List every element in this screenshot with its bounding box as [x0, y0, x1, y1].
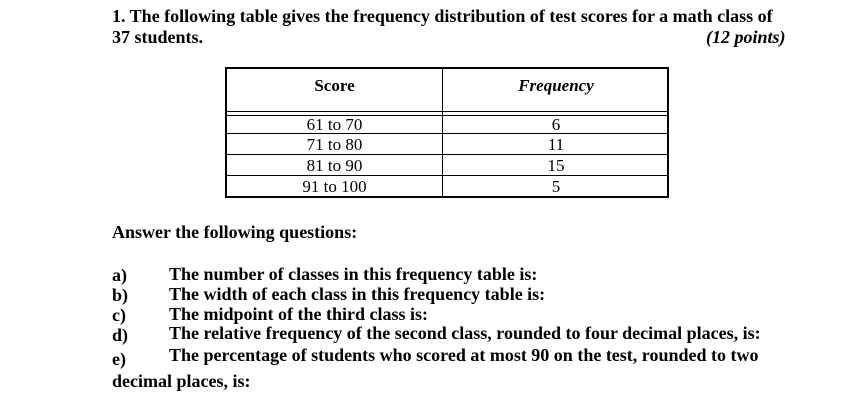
table-cell-frequency: 15 [547, 156, 565, 175]
item-letter: c) [112, 305, 126, 325]
item-letter: e) [112, 349, 126, 369]
table-cell-frequency: 11 [547, 135, 565, 154]
answer-heading: Answer the following questions: [112, 222, 358, 242]
item-letter: b) [112, 285, 129, 305]
item-text: The number of classes in this frequency table is: [169, 264, 538, 284]
table-cell-score: 91 to 100 [302, 177, 367, 196]
table-cell-frequency: 5 [551, 177, 561, 196]
question-text-line-2: 37 students. [112, 27, 204, 47]
item-text: The relative frequency of the second class, rounded to four decimal places, is: [169, 323, 761, 343]
item-text: The width of each class in this frequency table is: [169, 284, 546, 304]
table-cell-score: 61 to 70 [306, 115, 363, 134]
table-cell-score: 71 to 80 [306, 135, 363, 154]
question-text-line-1: 1. The following table gives the frequency distribution of test scores for a math class of [112, 6, 773, 26]
item-text: The midpoint of the third class is: [169, 304, 429, 324]
header-frequency: Frequency [518, 76, 594, 95]
table-cell-frequency: 6 [551, 115, 561, 134]
frequency-table [225, 67, 669, 198]
item-letter: a) [112, 265, 127, 285]
item-text: The percentage of students who scored at most 90 on the test, rounded to two [169, 345, 759, 365]
table-cell-score: 81 to 90 [306, 156, 363, 175]
header-divider [227, 111, 667, 112]
points-label: (12 points) [706, 27, 786, 47]
header-score: Score [314, 76, 355, 95]
item-e-continuation: decimal places, is: [112, 371, 251, 391]
item-letter: d) [112, 325, 129, 345]
